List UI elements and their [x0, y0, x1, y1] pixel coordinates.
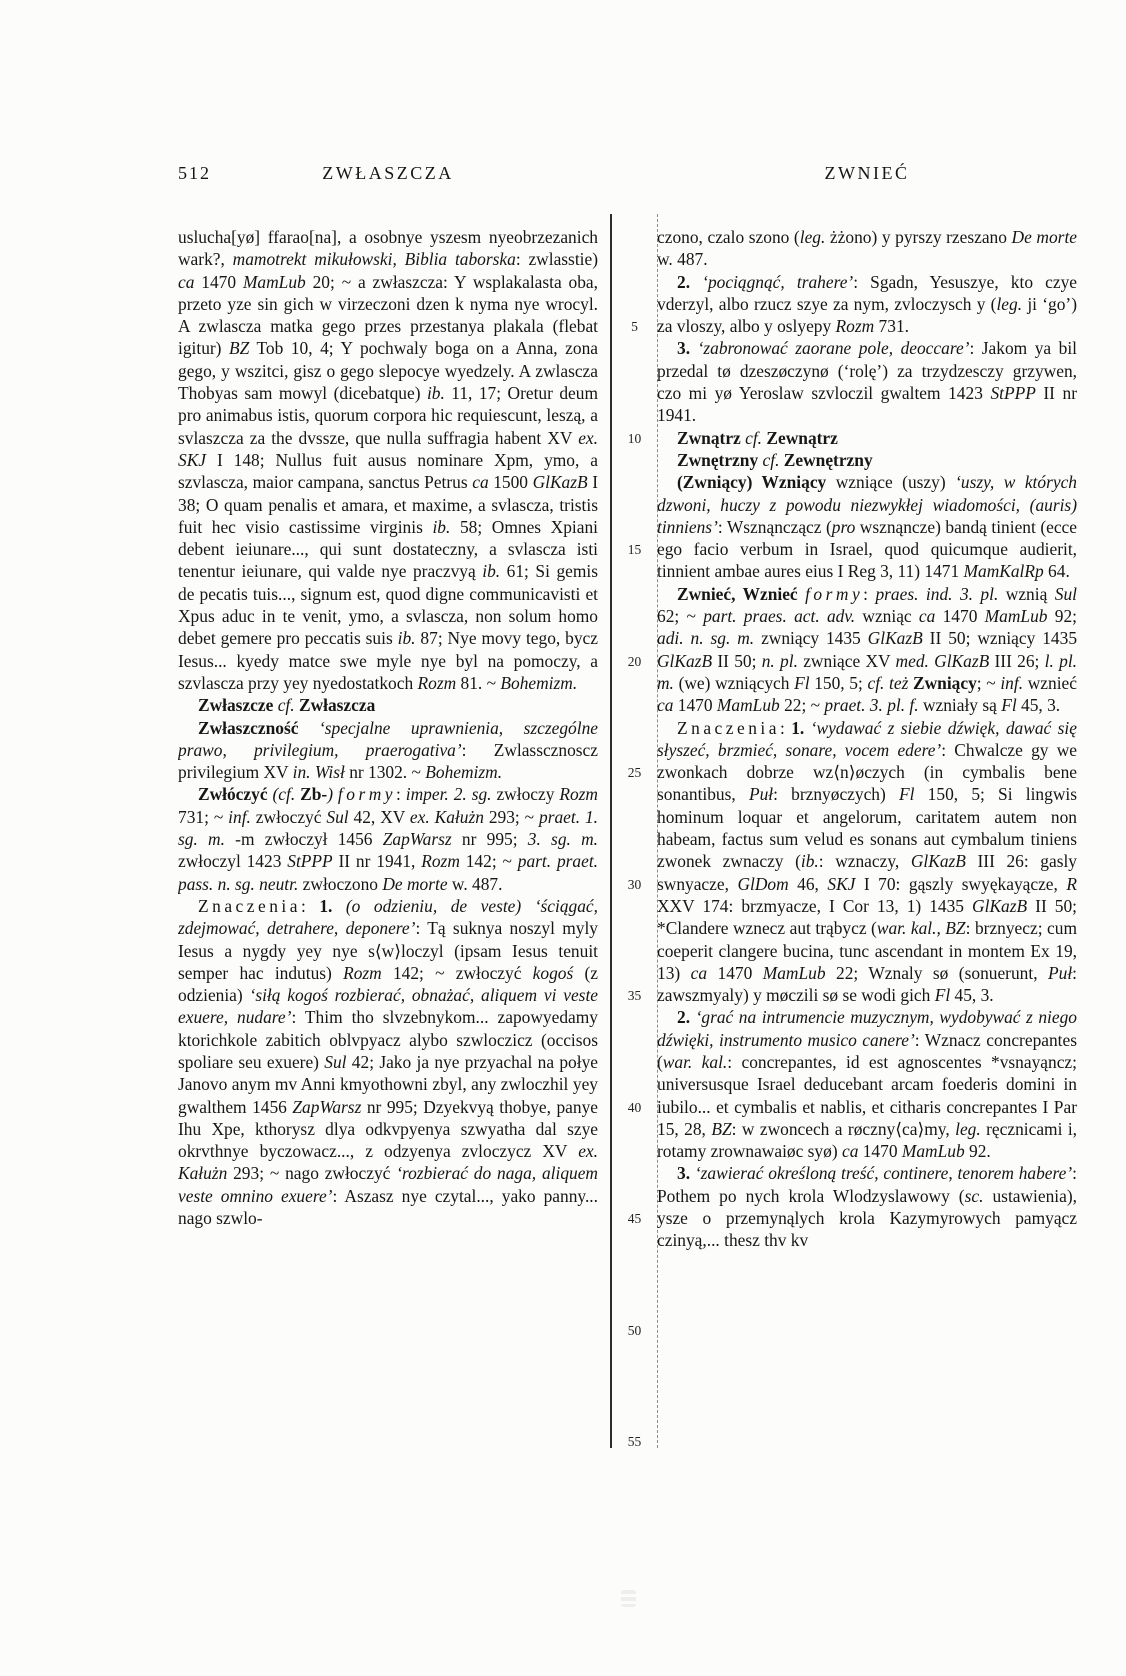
line-number: 40 — [627, 1099, 642, 1115]
line-number: 5 — [631, 319, 638, 335]
line-number-gutter — [610, 214, 658, 1448]
line-number: 30 — [627, 876, 642, 892]
column-left — [178, 226, 598, 1462]
paragraph: czono, czalo szono (leg. żżono) y pyrszy rzeszano De morte w. 487. — [657, 227, 1077, 270]
paragraph: Zwnątrz cf. Zewnątrz — [677, 427, 838, 448]
paragraph: Znaczenia: 1. (o odzieniu, de veste) ‘ściągać, zdejmować, detrahere, deponere’: Tą suknya noszyl myly Iesus a nygdy yey nye s⟨w⟩loczyl (ipsam Iesus tenuit semper hac indutus) Rozm 142; ~ zwłoczyć kogoś (z odzienia) ‘siłą kogoś rozbierać, obnażać, aliquem vi veste exuere, nudare’: Thim tho slvzebnykom... zapowyedamy ktorichkole zabitich oblvpyacz alybo szwloczicz (occisos spoliare seu exuere) Sul 42; Jako ja nye przyachal na połye Janovo anym mv Anni kmyothowni zbyl, any zwloczhil yey gwalthem 1456 ZapWarsz nr 995; Dzyekvyą thobye, panye Ihu Xpe, kthorysz dlya odkvpyenya szwyatha dal szye okrvthnye byczowacz..., z odzyenya zvloczycz XV ex. Kałużn 293; ~ nago zwłoczyć ‘rozbierać do naga, aliquem veste omnino exuere’: Aszasz nye czytal..., yako panny... nago szwlo- — [178, 895, 598, 1229]
line-number: 20 — [627, 653, 642, 669]
line-number: 10 — [627, 430, 642, 446]
column-right — [657, 226, 1077, 1462]
line-number: 15 — [627, 542, 642, 558]
line-number: 25 — [627, 765, 642, 781]
paragraph: Znaczenia: 1. ‘wydawać z siebie dźwięk, dawać się słyszeć, brzmieć, sonare, vocem edere’: Chwalcze gy we zwonkach dobrze wz⟨n⟩øczych (in cymbalis bene sonantibus, Puł: brznyøczych) Fl 150, 5; Si lingwis hominum loquar et angelorum, caritatem autem non habeam, factus sum velud es sonans aut cymbalum tiniens zwonek zwnaczy (ib.: wznaczy, GlKazB III 26: gasly swnyacze, GlDom 46, SKJ I 70: gąszly swyękayącze, R XXV 174: brzmyacze, I Cor 13, 1) 1435 GlKazB II 50; *Clandere wznecz aut trąbycz (war. kal., BZ: brznyecz; cum coeperit clangere bucina, tunc ascendant in montem Ex 19, 13) ca 1470 MamLub 22; Wznaly sø (sonuerunt, Puł: zawszmyaly) y møczili sø se wodi gich Fl 45, 3. — [657, 717, 1077, 1006]
page-number: 512 — [178, 163, 211, 183]
scan-artifact — [621, 1590, 636, 1607]
paragraph: Zwnieć, Wznieć formy: praes. ind. 3. pl. wznią Sul 62; ~ part. praes. act. adv. wzniąc ca 1470 MamLub 92; adi. n. sg. m. zwniący 1435 GlKazB II 50; wzniący 1435 GlKazB II 50; n. pl. zwniące XV med. GlKazB III 26; l. pl. m. (we) wzniących Fl 150, 5; cf. też Zwniący; ~ inf. wznieć ca 1470 MamLub 22; ~ praet. 3. pl. f. wzniały są Fl 45, 3. — [657, 583, 1077, 716]
paragraph: (Zwniący) Wzniący wzniące (uszy) ‘uszy, w których dzwoni, huczy z powodu niezwykłej wiadomości, (auris) tinniens’: Wsznąnczącz (pro wsznąncze) bandą tinient (ecce ego facio verbum in Israel, quod quicumque audierit, tinnient ambae aures eius I Reg 3, 11) 1471 MamKalRp 64. — [657, 472, 1077, 582]
paragraph: uslucha[yø] ffarao[na], a osobnye yszesm nyeobrzezanich wark?, mamotrekt mikułowski, Biblia taborska: zwlasstie) ca 1470 MamLub 20; ~ a zwłaszcza: Y wsplakalasta oba, przeto yze sin gich w virzeczoni dzen k nyma nye wrocyl. A zwlascza matka gego przes przestanya plakala (flebat igitur) BZ Tob 10, 4; Y pochwaly boga on a Anna, zona gego, y wszitci, gisz o gego slepocye wyedzely. A zwlascza Thobyas sam mowyl (dicebatque) ib. 11, 17; Oretur deum pro animabus istis, quorum corpora hic requiescunt, leszą, a svlaszcza za the dvssze, que nulla suffragia habent XV ex. SKJ I 148; Nullus fuit ausus nominare Xpm, ymo, a szvlascza, maior campana, sanctus Petrus ca 1500 GlKazB I 38; O quam penalis et amara, et maxime, a svlascza, tristis fuit hec visio castissime virginis ib. 58; Omnes Xpiani debent ieiunare..., qui sunt dostateczny, a svlascza isti tenentur ieiunare, qui valde nye praczvyą ib. 61; Si gemis de pecatis tuis..., signum est, quod digne communicavisti et Xpus aduc in te venit, ymo, a svlascza, non solum homo debet gemere pro peccatis suis ib. 87; Nye movy tego, bycz Iesus... kyedy matce swe myle nye byl na pomoczy, a szvlascza przy yey nyedostatkoch Rozm 81. ~ Bohemizm. — [178, 227, 598, 693]
paragraph: Zwnętrzny cf. Zewnętrzny — [677, 449, 873, 470]
line-number: 50 — [627, 1322, 642, 1338]
running-head-left: ZWŁASZCZA — [322, 163, 454, 183]
paragraph: Zwłóczyć (cf. Zb-) formy: imper. 2. sg. zwłoczy Rozm 731; ~ inf. zwłoczyć Sul 42, XV ex. Kałużn 293; ~ praet. 1. sg. m. -m zwłoczył 1456 ZapWarsz nr 995; 3. sg. m. zwłoczyl 1423 StPPP II nr 1941, Rozm 142; ~ part. praet. pass. n. sg. neutr. zwłoczono De morte w. 487. — [178, 784, 598, 894]
paragraph: 2. ‘pociągnąć, trahere’: Sgadn, Yesuszye, kto czye vderzyl, albo rzucz szye za nym, zvloczysch y (leg. ji ‘go’) za vloszy, albo y oslyepy Rozm 731. — [657, 271, 1077, 337]
line-number: 55 — [627, 1434, 642, 1450]
line-number: 35 — [627, 988, 642, 1004]
paragraph: 3. ‘zawierać określoną treść, continere, tenorem habere’: Pothem po nych krola Wlodzyslawowy (sc. ustawienia), ysze o przemynąlych krola Kazymyrowych pamyącz czinyą,... thesz thv kv — [657, 1163, 1077, 1251]
paragraph: Zwłaszczność ‘specjalne uprawnienia, szczególne prawo, privilegium, praerogativa’: Zwlasscznoscz privilegium XV in. Wisł nr 1302. ~ Bohemizm. — [178, 717, 598, 783]
line-number: 45 — [627, 1211, 642, 1227]
paragraph: 2. ‘grać na intrumencie muzycznym, wydobywać z niego dźwięki, instrumento musico canere’: Wznacz concrepantes (war. kal.: concrepantes, id est agnoscentes *vsnayąncz; universusque Israel deducebant arcam foederis domini in iubilo... et cymbalis et nablis, et citharis concrepantes I Par 15, 28, BZ: w zwoncech a røczny⟨ca⟩my, leg. ręcznicami i, rotamy zrownawaiøc syø) ca 1470 MamLub 92. — [657, 1007, 1077, 1162]
running-head-right: ZWNIEĆ — [824, 163, 910, 183]
paragraph: Zwłaszcze cf. Zwłaszcza — [198, 695, 376, 716]
paragraph: 3. ‘zabronować zaorane pole, deoccare’: Jakom ya bil przedal tø dzeszøczynø (‘rolę’) za trzydzesczy grzywen, czo mi yø Yeroslaw szvloczil gwaltem 1423 StPPP II nr 1941. — [657, 338, 1077, 426]
